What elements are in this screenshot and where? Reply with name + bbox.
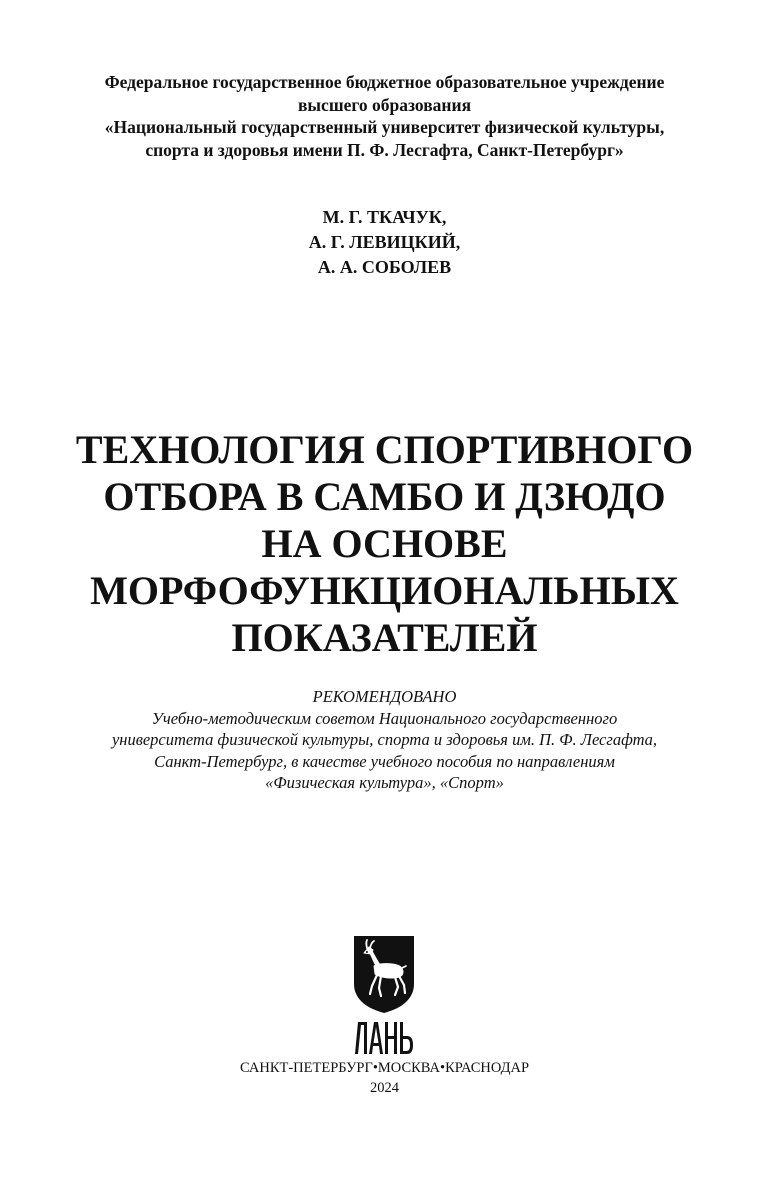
publisher-logo	[353, 936, 415, 1056]
title-line: ОТБОРА В САМБО И ДЗЮДО	[103, 474, 666, 519]
recommendation-line: университета физической культуры, спорта и здоровья им. П. Ф. Лесгафта,	[111, 730, 658, 749]
institution-line: Федеральное государственное бюджетное образовательное учреждение	[104, 72, 665, 92]
recommendation-line: РЕКОМЕНДОВАНО	[312, 687, 457, 706]
recommendation-line: «Физическая культура», «Спорт»	[265, 773, 504, 792]
title-line: ТЕХНОЛОГИЯ СПОРТИВНОГО	[75, 427, 694, 472]
title-line: НА ОСНОВЕ	[261, 521, 508, 566]
author-name: А. Г. ЛЕВИЦКИЙ,	[308, 232, 461, 252]
title-line: ПОКАЗАТЕЛЕЙ	[231, 615, 538, 660]
authors-list	[0, 205, 769, 280]
recommendation-note	[0, 686, 769, 794]
institution-line: «Национальный государственный университет физической культуры,	[104, 117, 665, 137]
publisher-cities: САНКТ-ПЕТЕРБУРГ•МОСКВА•КРАСНОДАР	[239, 1060, 530, 1076]
institution-line: спорта и здоровья имени П. Ф. Лесгафта, Санкт-Петербург»	[145, 139, 624, 160]
author-name: А. А. СОБОЛЕВ	[317, 257, 452, 277]
publication-year: 2024	[370, 1080, 399, 1096]
book-title	[0, 426, 769, 661]
recommendation-line: Учебно-методическим советом Национального государственного	[151, 708, 618, 728]
institution-line: высшего образования	[297, 94, 472, 115]
author-name: М. Г. ТКАЧУК,	[322, 207, 447, 227]
institution-header	[0, 71, 769, 161]
title-line: МОРФОФУНКЦИОНАЛЬНЫХ	[90, 568, 679, 613]
recommendation-line: Санкт-Петербург, в качестве учебного пособия по направлениям	[154, 751, 615, 771]
deer-shield-icon	[353, 936, 415, 1056]
